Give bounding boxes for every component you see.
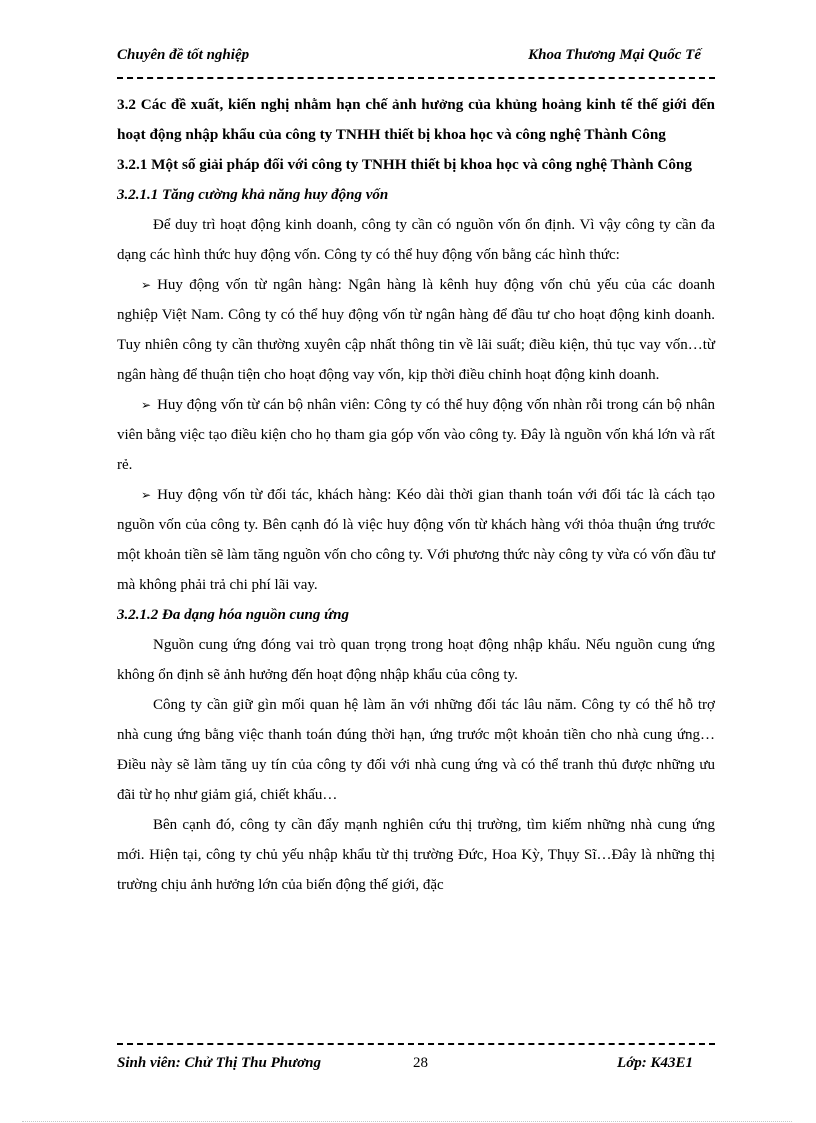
bullet-item [117, 390, 715, 480]
paragraph: Để duy trì hoạt động kinh doanh, công ty cần có nguồn vốn ổn định. Vì vậy công ty cần đa dạng các hình thức huy động vốn. Công ty có thể huy động vốn bằng các hình thức: [117, 217, 715, 263]
heading-3-2-1-2: 3.2.1.2 Đa dạng hóa nguồn cung ứng [117, 607, 349, 623]
header-divider [117, 77, 715, 79]
heading-3-2-1: 3.2.1 Một số giải pháp đối với công ty TNHH thiết bị khoa học và công nghệ Thành Công [117, 156, 692, 173]
page-header [117, 47, 715, 71]
bullet-text: Huy động vốn từ cán bộ nhân viên: Công ty có thể huy động vốn nhàn rỗi trong cán bộ nhân viên bằng việc tạo điều kiện cho họ tham gia góp vốn vào công ty. Đây là nguồn vốn khá lớn và rất rẻ. [117, 397, 715, 473]
heading-3-2: 3.2 Các đề xuất, kiến nghị nhằm hạn chế ảnh hưởng của khủng hoảng kinh tế thế giới đến hoạt động nhập khẩu của công ty TNHH thiết bị khoa học và công nghệ Thành Công [117, 96, 715, 143]
bullet-text: Huy động vốn từ ngân hàng: Ngân hàng là kênh huy động vốn chủ yếu của các doanh nghiệp Việt Nam. Công ty có thể huy động vốn từ ngân hàng để đầu tư cho hoạt động kinh doanh. Tuy nhiên công ty cần thường xuyên cập nhất thông tin về lãi suất; điều kiện, thủ tục vay vốn…từ ngân hàng để thuận tiện cho hoạt động vay vốn, kịp thời điều chỉnh hoạt động kinh doanh. [117, 277, 715, 383]
arrow-bullet-icon: ➢ [141, 398, 152, 412]
page-edge-line [22, 1121, 792, 1122]
page-footer [117, 1055, 715, 1079]
heading-3-2-1-1: 3.2.1.1 Tăng cường khả năng huy động vốn [117, 187, 389, 203]
footer-divider [117, 1043, 715, 1045]
bullet-item [117, 270, 715, 390]
arrow-bullet-icon: ➢ [141, 488, 152, 502]
arrow-bullet-icon: ➢ [141, 278, 152, 292]
header-left-title: Chuyên đề tốt nghiệp [117, 47, 250, 63]
page-number: 28 [413, 1055, 428, 1071]
paragraph: Công ty cần giữ gìn mối quan hệ làm ăn với những đối tác lâu năm. Công ty có thể hỗ trợ nhà cung ứng bằng việc thanh toán đúng thời hạn, ứng trước một khoản tiền cho nhà cung ứng…Điều này sẽ làm tăng uy tín của công ty đối với nhà cung ứng và có thể tranh thủ được những ưu đãi từ họ như giảm giá, chiết khấu… [117, 697, 715, 803]
footer-student: Sinh viên: Chử Thị Thu Phương [117, 1055, 322, 1071]
footer-class: Lớp: K43E1 [617, 1055, 693, 1071]
bullet-text: Huy động vốn từ đối tác, khách hàng: Kéo dài thời gian thanh toán với đối tác là cách tạo nguồn vốn của công ty. Bên cạnh đó là việc huy động vốn từ khách hàng với thỏa thuận ứng trước một khoản tiền sẽ làm tăng nguồn vốn cho công ty. Với phương thức này công ty vừa có vốn đầu tư mà không phải trả chi phí lãi vay. [117, 487, 715, 593]
paragraph: Bên cạnh đó, công ty cần đẩy mạnh nghiên cứu thị trường, tìm kiếm những nhà cung ứng mới. Hiện tại, công ty chủ yếu nhập khẩu từ thị trường Đức, Hoa Kỳ, Thụy Sĩ…Đây là những thị trường chịu ảnh hưởng lớn của biến động thế giới, đặc [117, 817, 715, 893]
header-right-title: Khoa Thương Mại Quốc Tế [528, 47, 701, 63]
bullet-item [117, 480, 715, 600]
document-body [117, 90, 715, 900]
paragraph: Nguồn cung ứng đóng vai trò quan trọng trong hoạt động nhập khẩu. Nếu nguồn cung ứng không ổn định sẽ ảnh hưởng đến hoạt động nhập khẩu của công ty. [117, 637, 715, 683]
